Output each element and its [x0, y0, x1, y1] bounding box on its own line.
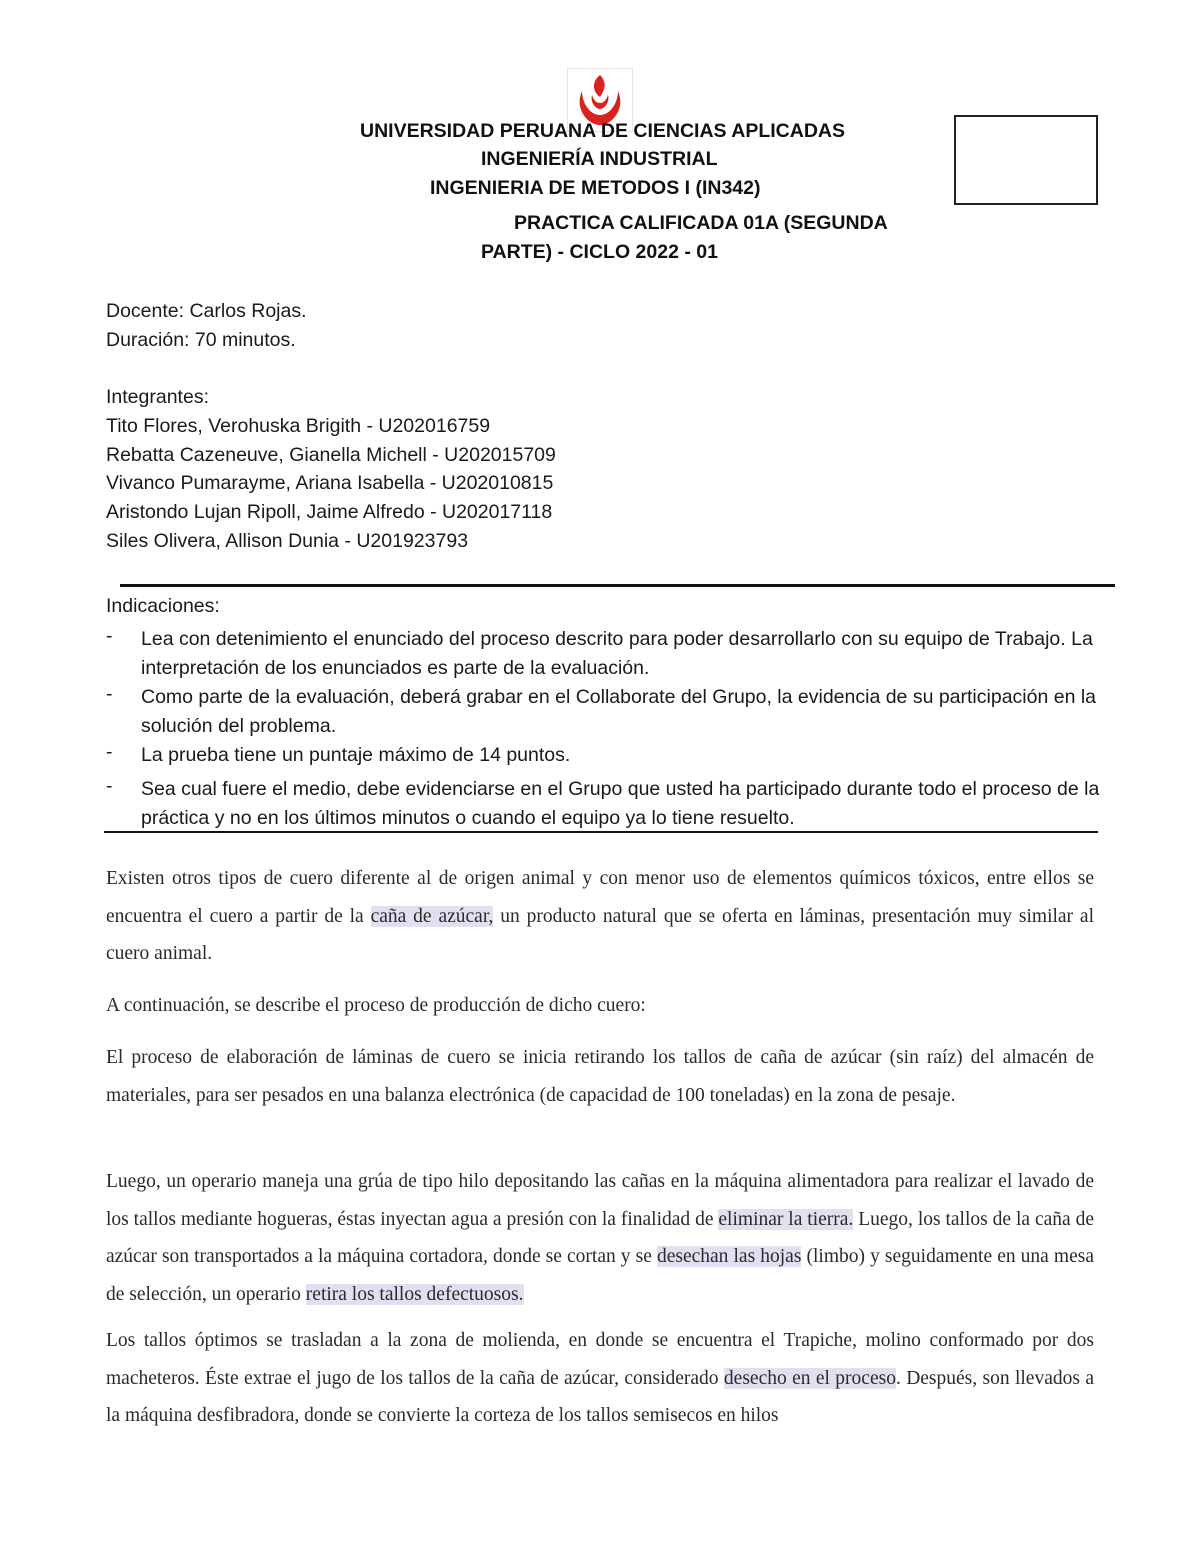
text-run: un producto natural que se oferta en láminas, presentación muy similar al cuero animal. [106, 905, 1094, 964]
indicacion-text: Sea cual fuere el medio, debe evidenciarse en el Grupo que usted ha participado durante todo el proceso de la práctica y no en los últimos minutos o cuando el equipo ya lo tiene resuelto. [141, 778, 1100, 829]
paragraph-washing [106, 1163, 1094, 1313]
text-run: Los tallos óptimos se trasladan a la zona de molienda, en donde se encuentra el Trapiche, molino conformado por dos macheteros. Éste extrae el jugo de los tallos de la caña de azúcar, considerado [106, 1330, 1094, 1389]
paragraph-continuation: A continuación, se describe el proceso de producción de dicho cuero: [106, 995, 646, 1016]
integrante-1: Tito Flores, Verohuska Brigith - U202016759 [106, 415, 491, 437]
highlighted-text: desecho en el proceso [723, 1367, 896, 1389]
integrante-2: Rebatta Cazeneuve, Gianella Michell - U202015709 [106, 444, 556, 466]
exam-title-line2: PARTE) - CICLO 2022 - 01 [481, 241, 718, 263]
university-title: UNIVERSIDAD PERUANA DE CIENCIAS APLICADAS [360, 120, 846, 142]
duracion-line: Duración: 70 minutos. [106, 329, 296, 351]
bullet-dash: - [106, 625, 113, 647]
indicacion-text: Lea con detenimiento el enunciado del proceso descrito para poder desarrollarlo con su equipo de Trabajo. La interpretación de los enunciados es parte de la evaluación. [141, 628, 1093, 679]
text-run: (limbo) y seguidamente en una mesa de selección, un operario [106, 1246, 1094, 1305]
text-run: . Después, son llevados a la máquina desfibradora, donde se convierte la corteza de los tallos semisecos en hilos [106, 1367, 1094, 1426]
highlighted-text: desechan las hojas [656, 1246, 802, 1267]
paragraph-intro [106, 860, 1094, 973]
course-title: INGENIERIA DE METODOS I (IN342) [430, 177, 761, 199]
indicacion-text: La prueba tiene un puntaje máximo de 14 puntos. [141, 744, 571, 766]
divider-top [120, 584, 1115, 587]
highlighted-text: eliminar la tierra. [718, 1208, 854, 1230]
integrantes-label: Integrantes: [106, 386, 209, 408]
highlighted-text: caña de azúcar, [370, 905, 494, 927]
bullet-dash: - [106, 741, 113, 763]
paragraph-milling [106, 1322, 1094, 1435]
score-box [954, 115, 1098, 205]
integrante-5: Siles Olivera, Allison Dunia - U201923793 [106, 530, 469, 552]
integrante-4: Aristondo Lujan Ripoll, Jaime Alfredo - U202017118 [106, 501, 553, 523]
divider-bottom [104, 831, 1098, 833]
integrante-3: Vivanco Pumarayme, Ariana Isabella - U202010815 [106, 472, 554, 494]
text-run: Luego, los tallos de la caña de azúcar son transportados a la máquina cortadora, donde se cortan y se [106, 1208, 1094, 1267]
indicacion-text: Como parte de la evaluación, deberá grabar en el Collaborate del Grupo, la evidencia de su participación en la solución del problema. [141, 686, 1097, 737]
highlighted-text: retira los tallos defectuosos. [305, 1283, 524, 1305]
text-run: Existen otros tipos de cuero diferente al de origen animal y con menor uso de elementos químicos tóxicos, entre ellos se encuentra el cuero a partir de la [106, 868, 1094, 927]
exam-title-line1: PRACTICA CALIFICADA 01A (SEGUNDA [514, 212, 888, 234]
bullet-dash: - [106, 775, 113, 797]
department-title: INGENIERÍA INDUSTRIAL [481, 148, 718, 170]
indicaciones-label: Indicaciones: [106, 595, 220, 617]
docente-line: Docente: Carlos Rojas. [106, 300, 307, 322]
paragraph-process-start: El proceso de elaboración de láminas de cuero se inicia retirando los tallos de caña de azúcar (sin raíz) del almacén de materiales, para ser pesados en una balanza electrónica (de capacidad de 100 toneladas) en la zona de pesaje. [106, 1047, 1094, 1106]
text-run: Luego, un operario maneja una grúa de tipo hilo depositando las cañas en la máquina alimentadora para realizar el lavado de los tallos mediante hogueras, éstas inyectan agua a presión con la finalidad de [106, 1171, 1094, 1230]
bullet-dash: - [106, 683, 113, 705]
